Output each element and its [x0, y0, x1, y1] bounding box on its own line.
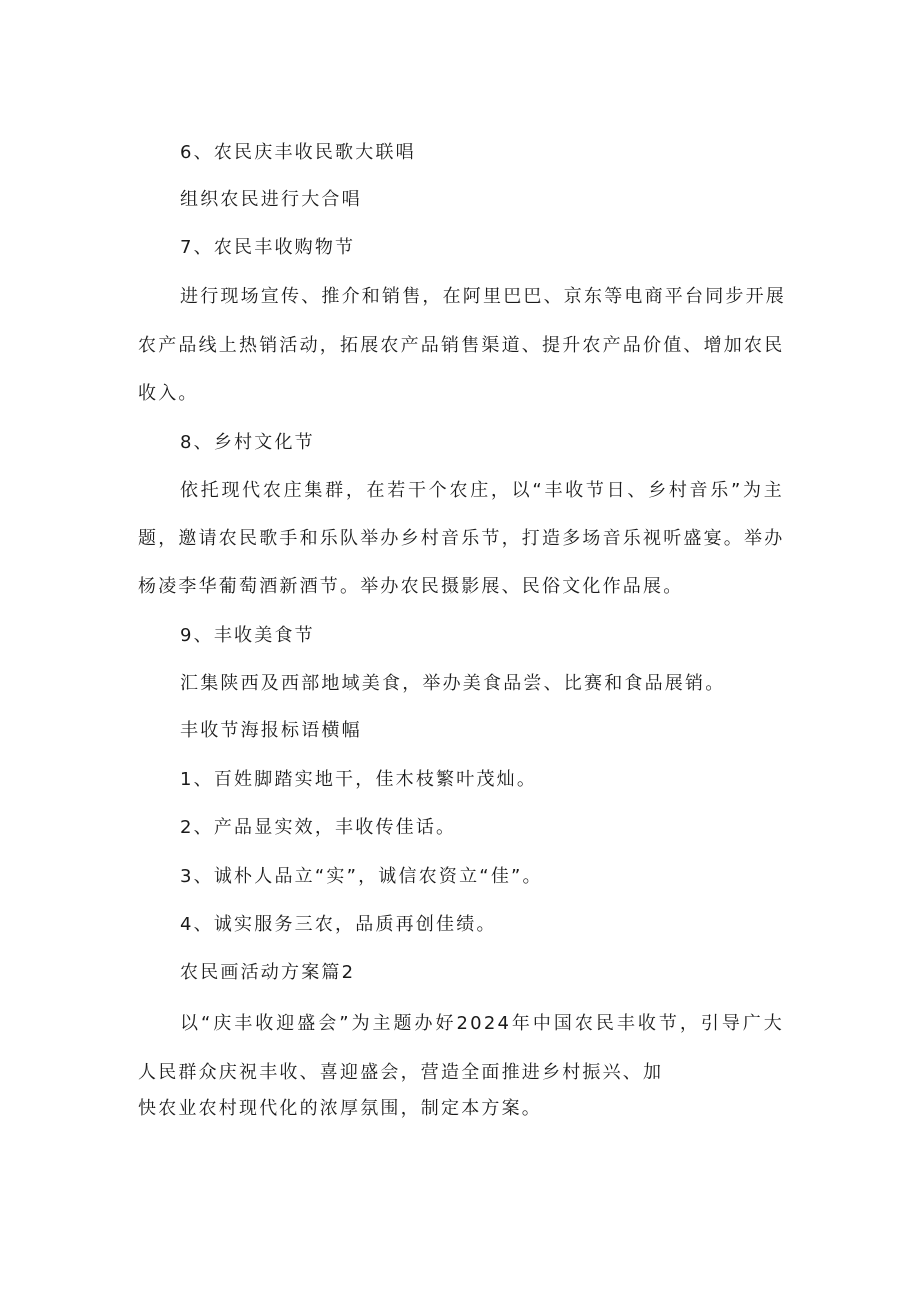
slogan-item: 4、诚实服务三农，品质再创佳绩。 [180, 914, 497, 935]
slogan-item: 1、百姓脚踏实地干，佳木枝繁叶茂灿。 [180, 769, 538, 790]
section-heading: 8、乡村文化节 [180, 432, 315, 453]
paragraph-line: 收入。 [138, 383, 199, 404]
paragraph-line: 快农业农村现代化的浓厚氛围，制定本方案。 [138, 1098, 542, 1119]
section-heading: 7、农民丰收购物节 [180, 237, 356, 258]
section-heading: 9、丰收美食节 [180, 625, 315, 646]
paragraph-line: 农产品线上热销活动，拓展农产品销售渠道、提升农产品价值、增加农民 [138, 335, 785, 356]
paragraph-line: 题，邀请农民歌手和乐队举办乡村音乐节，打造多场音乐视听盛宴。举办 [138, 528, 785, 549]
slogans-title: 丰收节海报标语横幅 [180, 720, 362, 741]
paragraph-line: 组织农民进行大合唱 [180, 189, 362, 210]
paragraph-line: 以“庆丰收迎盛会”为主题办好2024年中国农民丰收节，引导广大 [180, 1013, 784, 1034]
paragraph-line: 杨凌李华葡萄酒新酒节。举办农民摄影展、民俗文化作品展。 [138, 576, 684, 597]
slogan-item: 2、产品显实效，丰收传佳话。 [180, 817, 457, 838]
part-title: 农民画活动方案篇2 [180, 962, 356, 983]
slogan-item: 3、诚朴人品立“实”，诚信农资立“佳”。 [180, 866, 543, 887]
section-heading: 6、农民庆丰收民歌大联唱 [180, 142, 416, 163]
paragraph-line: 进行现场宣传、推介和销售，在阿里巴巴、京东等电商平台同步开展 [180, 286, 786, 307]
paragraph-line: 人民群众庆祝丰收、喜迎盛会，营造全面推进乡村振兴、加 [138, 1062, 664, 1083]
paragraph-line: 依托现代农庄集群，在若干个农庄，以“丰收节日、乡村音乐”为主 [180, 480, 784, 501]
paragraph-line: 汇集陕西及西部地域美食，举办美食品尝、比赛和食品展销。 [180, 673, 726, 694]
